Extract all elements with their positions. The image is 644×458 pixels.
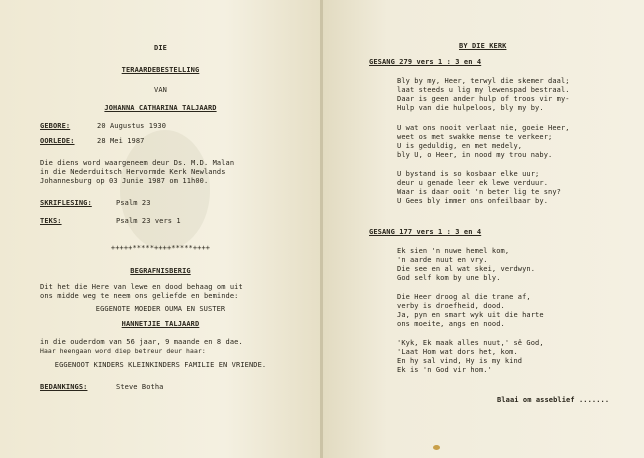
begrafnisberig-heading: BEGRAFNISBERIG (130, 267, 191, 275)
teks-label: TEKS: (40, 217, 62, 225)
stanza-2-line-2: weet os met swakke mense te verkeer; (397, 133, 553, 141)
stanza-3-line-2: deur u genade leer ek lewe verduur. (397, 179, 549, 187)
stanza-4-line-1: Ek sien 'n nuwe hemel kom, (397, 247, 510, 255)
stanza-6-line-4: Ek is 'n God vir hom.' (397, 366, 492, 374)
heading-teraardebestelling: TERAARDEBESTELLING (121, 66, 200, 74)
stanza-3-line-4: U Gees bly immer ons onfeilbaar by. (397, 197, 549, 205)
familie-line: EGGENOOT KINDERS KLEINKINDERS FAMILIE EN VRIENDE. (54, 361, 267, 369)
oorlede-value: 28 Mei 1987 (97, 137, 145, 145)
stanza-3-line-3: Waar is daar ooit 'n beter lig te sny? (397, 188, 561, 196)
stanza-1-line-4: Hulp van die hulpeloos, bly my by. (397, 104, 544, 112)
stanza-2-line-4: bly U, o Heer, in nood my trou naby. (397, 151, 553, 159)
gesang-279-label: GESANG 279 vers 1 : 3 en 4 (369, 58, 482, 66)
stanza-2-line-1: U wat ons nooit verlaat nie, goeie Heer, (397, 124, 570, 132)
diens-line-1: Die diens word waargeneem deur Ds. M.D. Malan (40, 159, 235, 167)
stanza-4-line-2: 'n aarde nuut en vry. (397, 256, 488, 264)
left-page (0, 0, 321, 458)
stanza-5-line-4: ons moeite, angs en nood. (397, 320, 505, 328)
by-die-kerk-heading: BY DIE KERK (459, 42, 507, 50)
gebore-value: 20 Augustus 1930 (97, 122, 167, 130)
stanza-6-line-2: 'Laat Hom wat dors het, kom. (397, 348, 518, 356)
oorlede-label: OORLEDE: (40, 137, 75, 145)
hannetjie-name: HANNETJIE TALJAARD (121, 320, 200, 328)
stanza-2-line-3: U is geduldig, en met medely, (397, 142, 523, 150)
gesang-177-label: GESANG 177 vers 1 : 3 en 4 (369, 228, 482, 236)
stanza-5-line-2: verby is droefheid, dood. (397, 302, 505, 310)
stanza-1-line-1: Bly by my, Heer, terwyl die skemer daal; (397, 77, 570, 85)
page-smudge (120, 130, 210, 250)
ouderdom-line: in die ouderdom van 56 jaar, 9 maande en 8 dae. (40, 338, 243, 346)
stanza-5-line-3: Ja, pyn en smart wyk uit die harte (397, 311, 544, 319)
betreur-line: Haar heengaan word diep betreur deur haar: (40, 347, 206, 355)
bedankings-value: Steve Botha (116, 383, 164, 391)
ornament-divider: +++++*****++++*****++++ (110, 244, 211, 252)
skriflesing-label: SKRIFLESING: (40, 199, 92, 207)
teks-value: Psalm 23 vers 1 (116, 217, 181, 225)
stanza-4-line-3: Die see en al wat skei, verdwyn. (397, 265, 536, 273)
stanza-6-line-3: En hy sal vind, Hy is my kind (397, 357, 523, 365)
right-page (323, 0, 644, 458)
deceased-name: JOHANNA CATHARINA TALJAARD (104, 104, 217, 112)
gebore-label: GEBORE: (40, 122, 71, 130)
heading-die: DIE (154, 44, 167, 52)
bedankings-label: BEDANKINGS: (40, 383, 88, 391)
stanza-4-line-4: God self kom by une bly. (397, 274, 501, 282)
stanza-6-line-1: 'Kyk, Ek maak alles nuut,' sê God, (397, 339, 544, 347)
skriflesing-value: Psalm 23 (116, 199, 151, 207)
berig-line-2: ons midde weg te neem ons geliefde en beminde: (40, 292, 239, 300)
eggenote-line: EGGENOTE MOEDER OUMA EN SUSTER (95, 305, 226, 313)
page-stain-mark (433, 445, 440, 450)
diens-line-3: Johannesburg op 03 Junie 1987 om 11h00. (40, 177, 209, 185)
diens-line-2: in die Nederduitsch Hervormde Kerk Newlands (40, 168, 226, 176)
turn-page-note: Blaai om asseblief ....... (497, 396, 610, 404)
stanza-1-line-3: Daar is geen ander hulp of troos vir my- (397, 95, 570, 103)
stanza-5-line-1: Die Heer droog al die trane af, (397, 293, 531, 301)
stanza-1-line-2: laat steeds u lig my lewenspad bestraal. (397, 86, 570, 94)
stanza-3-line-1: U bystand is so kosbaar elke uur; (397, 170, 540, 178)
heading-van: VAN (154, 86, 167, 94)
berig-line-1: Dit het die Here van lewe en dood behaag om uit (40, 283, 243, 291)
